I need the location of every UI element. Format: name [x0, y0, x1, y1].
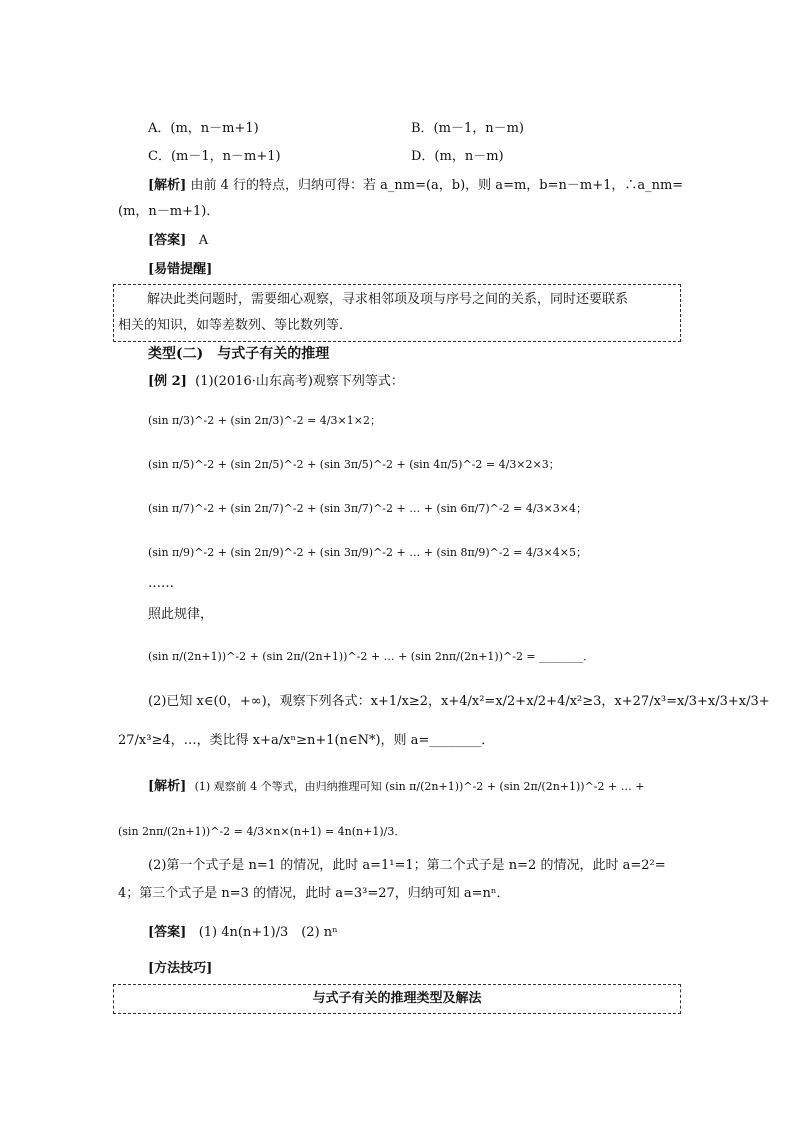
analysis2-line3: (2)第一个式子是 n=1 的情况，此时 a=1¹=1；第二个式子是 n=2 的情况，此时 a=2²= — [148, 858, 666, 873]
method-heading: [方法技巧] — [148, 961, 213, 976]
analysis1-tag: [解析] — [148, 178, 187, 193]
tip-box — [113, 284, 681, 342]
answer2-value: (1) 4n(n+1)/3 (2) nⁿ — [198, 925, 338, 940]
analysis1-text: 由前 4 行的特点，归纳可得：若 a_nm=(a，b)，则 a=m，b=n－m+1，∴a_nm= — [190, 178, 684, 193]
option-c: C．(m－1，n－m+1) — [148, 149, 281, 164]
example-part2-line1: (2)已知 x∈(0，+∞)，观察下列各式：x+1/x≥2，x+4/x²=x/2+x/2+4/x²≥3，x+27/x³=x/3+x/3+x/3+ — [148, 694, 770, 709]
example-intro — [148, 373, 404, 391]
method-box-title: 与式子有关的推理类型及解法 — [312, 991, 482, 1006]
analysis2-tag: [解析] — [148, 779, 187, 794]
option-d: D．(m，n－m) — [411, 149, 504, 164]
tip-line2: 相关的知识，如等差数列、等比数列等． — [118, 318, 353, 333]
analysis1-line1 — [148, 177, 683, 195]
example-general: (sin π/(2n+1))^-2 + (sin 2π/(2n+1))^-2 + … + (sin 2nπ/(2n+1))^-2 = ________． — [148, 650, 595, 663]
option-b: B．(m－1，n－m) — [411, 121, 524, 136]
example-eq1: (sin π/3)^-2 + (sin 2π/3)^-2 = 4/3×1×2； — [148, 414, 381, 427]
analysis2-line2: (sin 2nπ/(2n+1))^-2 = 4/3×n×(n+1) = 4n(n+1)/3． — [118, 825, 406, 838]
tip-heading: [易错提醒] — [148, 262, 213, 277]
answer1 — [148, 232, 208, 250]
analysis1-line2: (m，n－m+1)． — [118, 204, 220, 219]
tip-line1: 解决此类问题时，需要细心观察，寻求相邻项及项与序号之间的关系，同时还要联系 — [147, 292, 629, 307]
example-eq3: (sin π/7)^-2 + (sin 2π/7)^-2 + (sin 3π/7)^-2 + … + (sin 6π/7)^-2 = 4/3×3×4； — [148, 502, 587, 515]
answer1-tag: [答案] — [148, 233, 187, 248]
analysis2-line4: 4；第三个式子是 n=3 的情况，此时 a=3³=27，归纳可知 a=nⁿ． — [118, 886, 510, 901]
example-dots: …… — [148, 576, 174, 591]
method-box — [113, 984, 681, 1014]
answer2 — [148, 924, 338, 942]
example-part1: (1)(2016·山东高考)观察下列等式： — [195, 374, 404, 389]
answer2-tag: [答案] — [148, 925, 187, 940]
example-eq4: (sin π/9)^-2 + (sin 2π/9)^-2 + (sin 3π/9)^-2 + … + (sin 8π/9)^-2 = 4/3×4×5； — [148, 546, 587, 559]
section-title: 类型(二) 与式子有关的推理 — [148, 346, 330, 362]
example-tag: [例 2] — [148, 374, 187, 389]
analysis2-line1 — [148, 778, 678, 796]
option-a: A．(m，n－m+1) — [148, 121, 259, 136]
example-eq2: (sin π/5)^-2 + (sin 2π/5)^-2 + (sin 3π/5)^-2 + (sin 4π/5)^-2 = 4/3×2×3； — [148, 458, 560, 471]
answer1-value: A — [198, 233, 209, 248]
example-follow: 照此规律， — [148, 607, 214, 622]
example-part2-line2: 27/x³≥4，…，类比得 x+a/xⁿ≥n+1(n∈N*)，则 a=________． — [118, 733, 495, 748]
analysis2-text1: (1) 观察前 4 个等式，由归纳推理可知 (sin π/(2n+1))^-2 + (sin 2π/(2n+1))^-2 + … + — [194, 780, 645, 793]
